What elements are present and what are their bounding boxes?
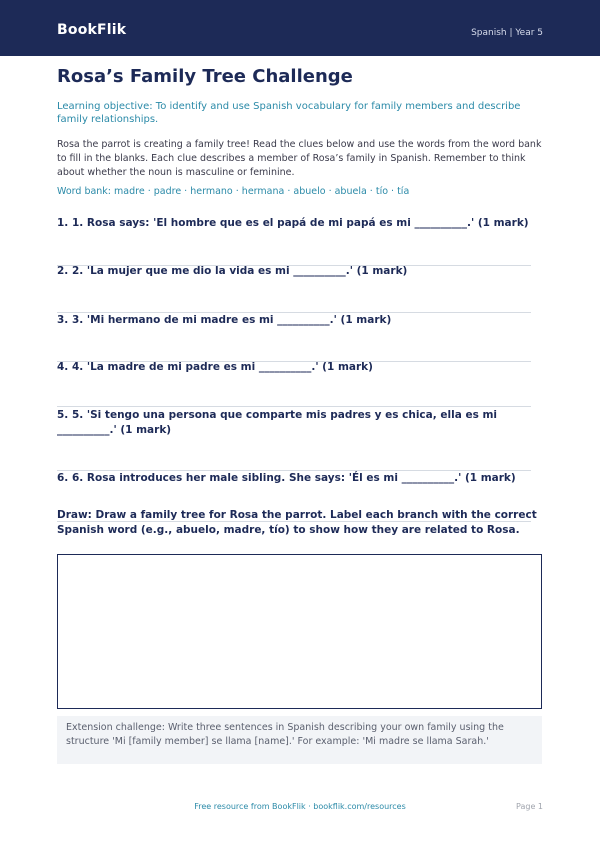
question-5: 5. 5. 'Si tengo una persona que comparte mis padres y es chica, ella es mi __________.' (1 mark) <box>57 409 498 436</box>
draw-prompt-underline <box>57 521 531 522</box>
answer-line-4 <box>57 406 531 407</box>
learning-objective: Learning objective: To identify and use Spanish vocabulary for family members and describe family relationships. <box>57 101 521 125</box>
footer-page-number: Page 1 <box>516 802 543 811</box>
brand-logo-text: BookFlik <box>57 22 127 38</box>
subject-year-label: Spanish | Year 5 <box>471 28 543 38</box>
page-header <box>0 0 600 56</box>
question-4: 4. 4. 'La madre de mi padre es mi __________.' (1 mark) <box>57 361 373 373</box>
question-1: 1. 1. Rosa says: 'El hombre que es el papá de mi papá es mi __________.' (1 mark) <box>57 217 529 229</box>
intro-text: Rosa the parrot is creating a family tree! Read the clues below and use the words from the word bank to fill in the blanks. Each clue describes a member of Rosa’s family in Spanish. Remember to think about whether the noun is masculine or feminine. <box>57 139 542 178</box>
extension-challenge: Extension challenge: Write three sentences in Spanish describing your own family using the structure 'Mi [family member] se llama [name].' For example: 'Mi madre se llama Sarah.' <box>57 716 542 764</box>
question-3: 3. 3. 'Mi hermano de mi madre es mi __________.' (1 mark) <box>57 314 392 326</box>
page-title: Rosa’s Family Tree Challenge <box>57 66 353 87</box>
question-2: 2. 2. 'La mujer que me dio la vida es mi __________.' (1 mark) <box>57 265 408 277</box>
word-bank: Word bank: madre · padre · hermano · hermana · abuelo · abuela · tío · tía <box>57 186 410 197</box>
drawing-area[interactable] <box>57 554 542 709</box>
question-6: 6. 6. Rosa introduces her male sibling. She says: 'Él es mi __________.' (1 mark) <box>57 472 516 484</box>
draw-prompt: Draw: Draw a family tree for Rosa the parrot. Label each branch with the correct Spanish word (e.g., abuelo, madre, tío) to show how they are related to Rosa. <box>57 509 537 536</box>
footer-source: Free resource from BookFlik · bookflik.com/resources <box>194 802 406 811</box>
